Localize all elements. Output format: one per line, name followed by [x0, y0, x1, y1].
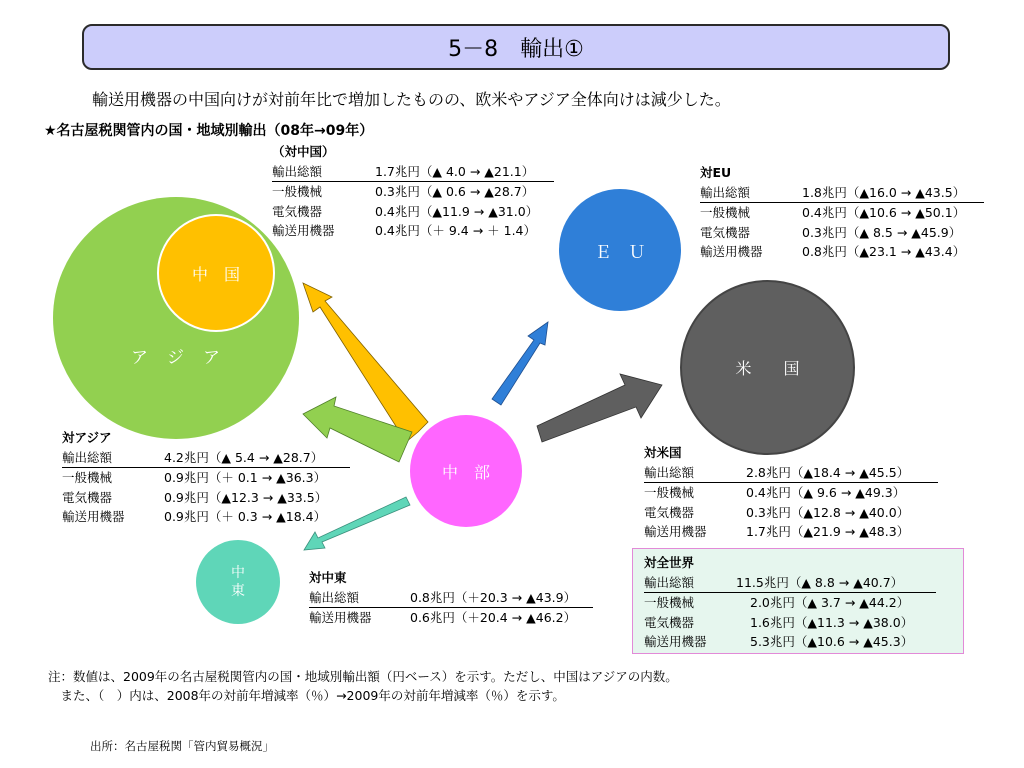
us-label: 米 国: [735, 359, 800, 378]
table-row: [700, 223, 984, 243]
eu-stats-header: 対EU: [700, 165, 732, 180]
section-title: ★名古屋税関管内の国・地域別輸出（08年→09年）: [44, 123, 374, 139]
row-value: 0.3兆円（▲12.8 → ▲40.0）: [746, 504, 910, 520]
chubu-circle: [410, 415, 522, 527]
row-label: 電気機器: [272, 203, 323, 219]
table-row: [309, 608, 593, 628]
table-row: [644, 593, 936, 613]
china-stats-header: （対中国）: [272, 144, 335, 159]
table-row: [272, 202, 554, 222]
row-value: 0.9兆円（▲12.3 → ▲33.5）: [164, 489, 328, 505]
arrow-to-eu: [492, 322, 548, 405]
chubu-label: 中 部: [441, 462, 490, 482]
us-stats-header: 対米国: [644, 445, 682, 460]
row-value: 0.4兆円（＋ 9.4 → ＋ 1.4）: [375, 223, 537, 238]
row-label: 輸送用機器: [644, 634, 707, 649]
asia-stats-header: 対アジア: [62, 430, 112, 445]
row-label: 電気機器: [62, 489, 113, 505]
row-label: 輸出総額: [309, 589, 360, 605]
asia-stats: [62, 428, 350, 527]
row-value: 5.3兆円（▲10.6 → ▲45.3）: [750, 634, 914, 649]
world-stats-header: 対全世界: [644, 555, 695, 570]
row-label: 一般機械: [644, 595, 695, 610]
table-row: [644, 573, 936, 594]
china-stats: [272, 142, 554, 241]
row-value: 1.8兆円（▲16.0 → ▲43.5）: [802, 184, 966, 200]
table-row: [272, 162, 554, 183]
row-label: 輸出総額: [700, 184, 751, 200]
row-value: 0.9兆円（＋ 0.1 → ▲36.3）: [164, 470, 327, 485]
row-label: 輸送用機器: [309, 610, 372, 625]
row-value: 0.9兆円（＋ 0.3 → ▲18.4）: [164, 509, 327, 524]
row-label: 輸送用機器: [644, 524, 707, 539]
row-value: 0.3兆円（▲ 8.5 → ▲45.9）: [802, 224, 962, 240]
row-label: 輸送用機器: [700, 244, 763, 259]
row-label: 輸出総額: [62, 449, 113, 465]
table-row: [644, 463, 938, 484]
source-note: 出所：名古屋税関「管内貿易概況」: [90, 739, 274, 753]
row-label: 電気機器: [644, 614, 695, 630]
us-stats: [644, 443, 938, 542]
row-label: 輸出総額: [272, 163, 323, 179]
table-row: [644, 613, 936, 633]
china-circle: [157, 214, 275, 332]
table-row: [62, 448, 350, 469]
table-row: [272, 221, 554, 241]
row-value: 0.8兆円（▲23.1 → ▲43.4）: [802, 244, 966, 259]
row-value: 4.2兆円（▲ 5.4 → ▲28.7）: [164, 449, 324, 465]
row-value: 0.8兆円（＋20.3 → ▲43.9）: [410, 589, 577, 605]
china-label: 中 国: [191, 264, 240, 284]
middle-east-stats: [309, 568, 593, 628]
table-row: [644, 522, 938, 542]
row-value: 1.7兆円（▲ 4.0 → ▲21.1）: [375, 163, 535, 179]
table-row: [62, 468, 350, 488]
eu-label: Ｅ Ｕ: [594, 242, 646, 263]
row-value: 11.5兆円（▲ 8.8 → ▲40.7）: [736, 574, 904, 590]
row-label: 電気機器: [700, 224, 751, 240]
row-label: 一般機械: [644, 485, 695, 500]
middle-east-label: 中 東: [231, 565, 245, 599]
row-value: 0.4兆円（▲11.9 → ▲31.0）: [375, 203, 539, 219]
row-value: 0.6兆円（＋20.4 → ▲46.2）: [410, 610, 577, 625]
table-row: [700, 203, 984, 223]
row-value: 1.6兆円（▲11.3 → ▲38.0）: [750, 614, 914, 630]
table-row: [272, 182, 554, 202]
row-label: 一般機械: [62, 470, 113, 485]
world-stats: [644, 553, 936, 652]
row-label: 輸送用機器: [62, 509, 125, 524]
row-label: 輸出総額: [644, 464, 695, 480]
asia-label: ア ジ ア: [131, 348, 221, 368]
table-row: [62, 507, 350, 527]
eu-stats: [700, 163, 984, 262]
slide-title: 5－8 輸出①: [82, 24, 950, 70]
row-value: 0.4兆円（▲10.6 → ▲50.1）: [802, 205, 966, 220]
arrow-to-us: [537, 374, 662, 442]
footnote-line: また、（ ）内は、2008年の対前年増減率（％）→2009年の対前年増減率（％）を示す。: [48, 688, 565, 703]
table-row: [62, 488, 350, 508]
middle-east-stats-header: 対中東: [309, 570, 347, 585]
row-label: 輸送用機器: [272, 223, 335, 238]
row-value: 2.8兆円（▲18.4 → ▲45.5）: [746, 464, 910, 480]
table-row: [644, 632, 936, 652]
row-label: 電気機器: [644, 504, 695, 520]
row-label: 一般機械: [700, 205, 751, 220]
footnote: [48, 667, 678, 705]
table-row: [644, 483, 938, 503]
row-value: 2.0兆円（▲ 3.7 → ▲44.2）: [750, 595, 910, 610]
table-row: [700, 183, 984, 204]
us-circle: [680, 280, 855, 455]
row-label: 一般機械: [272, 184, 323, 199]
row-value: 1.7兆円（▲21.9 → ▲48.3）: [746, 524, 910, 539]
slide-subtitle: 輸送用機器の中国向けが対前年比で増加したものの、欧米やアジア全体向けは減少した。: [92, 90, 731, 109]
middle-east-circle: [196, 540, 280, 624]
table-row: [644, 503, 938, 523]
table-row: [700, 242, 984, 262]
footnote-line: 注：数値は、2009年の名古屋税関管内の国・地域別輸出額（円ベース）を示す。ただし、中国はアジアの内数。: [48, 669, 678, 684]
eu-circle: [559, 189, 681, 311]
row-value: 0.4兆円（▲ 9.6 → ▲49.3）: [746, 485, 906, 500]
row-value: 0.3兆円（▲ 0.6 → ▲28.7）: [375, 184, 535, 199]
table-row: [309, 588, 593, 609]
row-label: 輸出総額: [644, 574, 695, 590]
